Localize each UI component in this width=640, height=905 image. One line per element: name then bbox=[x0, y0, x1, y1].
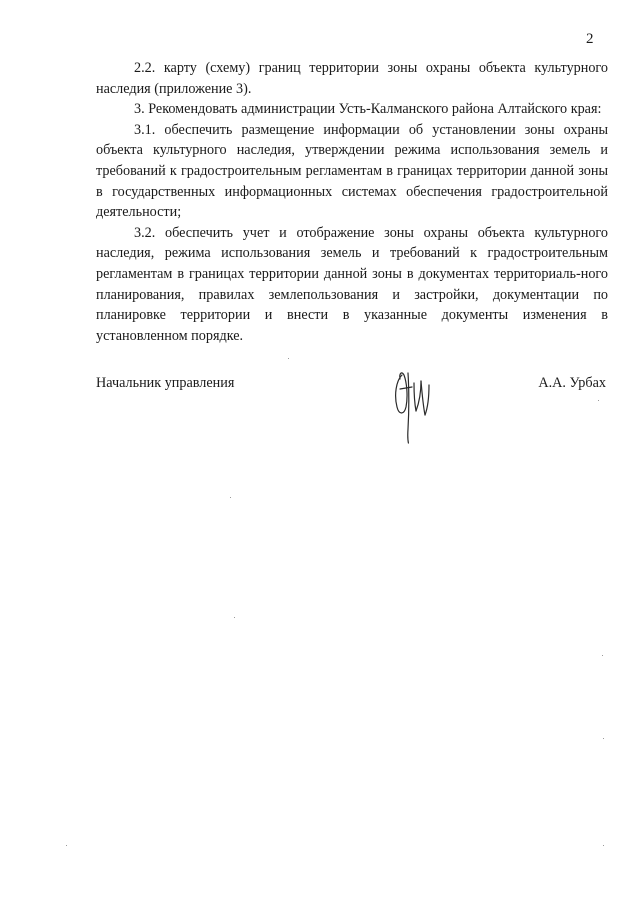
scan-speck bbox=[234, 617, 235, 618]
scan-speck bbox=[602, 655, 603, 656]
scan-speck bbox=[603, 845, 604, 846]
scan-speck bbox=[230, 497, 231, 498]
paragraph-3-2: 3.2. обеспечить учет и отображение зоны охраны объекта культурного наследия, режима использования земель и требований к градостроительным регламентам в границах территории данной зоны в документах территориаль-ного планирования, правилах землепользования и застройки, документации по планировке территории и внести в указанные документы изменения в установленном порядке. bbox=[96, 224, 608, 344]
page-number: 2 bbox=[586, 31, 594, 47]
paragraph-3: 3. Рекомендовать администрации Усть-Калманского района Алтайского края: bbox=[134, 101, 602, 118]
scan-speck bbox=[603, 738, 604, 739]
scan-speck bbox=[66, 845, 67, 846]
scan-speck bbox=[288, 358, 289, 359]
signature-block bbox=[96, 370, 608, 450]
document-body bbox=[96, 58, 608, 346]
signatory-name: А.А. Урбах bbox=[538, 375, 606, 391]
signatory-position: Начальник управления bbox=[96, 375, 235, 391]
handwritten-signature bbox=[388, 367, 436, 447]
scan-speck bbox=[598, 400, 599, 401]
paragraph-2-2: 2.2. карту (схему) границ территории зоны охраны объекта культурного наследия (приложение 3). bbox=[96, 60, 608, 97]
paragraph-3-1: 3.1. обеспечить размещение информации об установлении зоны охраны объекта культурного наследия, утверждении режима использования земель и требований к градостроительным регламентам в границах территории данной зоны в государственных информационных системах обеспечения градостроительной деятельности; bbox=[96, 121, 608, 221]
